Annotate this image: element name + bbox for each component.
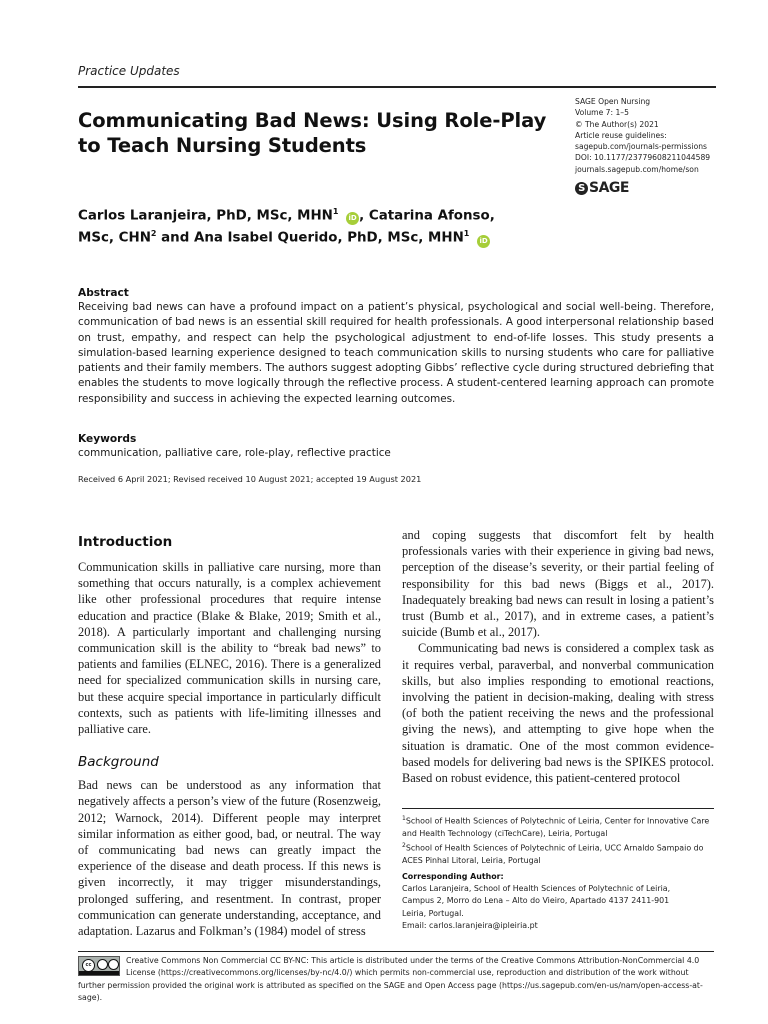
footnote-divider	[402, 808, 714, 809]
background-paragraph: Bad news can be understood as any information that negatively affects a person’s view of the future (Rosenzweig, 2012; Warnock, 2014). Different people may interpret similar information as either good, bad, or neutral. The way of communicating bad news can greatly impact the experience of the disease and death process. If this news is given incorrectly, it may trigger misunderstandings, prolonged suffering, and resentment. In contrast, proper communication can generate understanding, acceptance, and adaptation. Lazarus and Folkman’s (1984) model of stress	[78, 778, 381, 939]
corresponding-address-line: Leiria, Portugal.	[402, 908, 464, 918]
journal-meta	[575, 96, 710, 175]
cc-by-nc-icon: cc	[78, 956, 120, 976]
author-3: and Ana Isabel Querido, PhD, MSc, MHN	[156, 230, 464, 246]
keywords-section	[78, 432, 714, 461]
section-label: Practice Updates	[78, 64, 180, 78]
journal-link[interactable]: journals.sagepub.com/home/son	[575, 164, 699, 174]
article-title: Communicating Bad News: Using Role-Play to Teach Nursing Students	[78, 109, 547, 157]
reuse-label: Article reuse guidelines:	[575, 130, 667, 140]
background-heading: Background	[78, 754, 159, 771]
article-dates: Received 6 April 2021; Revised received 10 August 2021; accepted 19 August 2021	[78, 474, 422, 484]
corresponding-address-line: Carlos Laranjeira, School of Health Sciences of Polytechnic of Leiria,	[402, 884, 671, 894]
sage-logo	[575, 180, 629, 196]
license-notice	[78, 955, 716, 1005]
license-text: Creative Commons Non Commercial CC BY-NC: This article is distributed under the terms of the Creative Commons Attribution-NonCommercial 4.0 License (https://creativecommons.org/licenses/by-nc/4.0/) which permits non-commercial use, reproduction and distribution of the work without further permission provided the original work is attributed as specified on the SAGE and Open Access page (https://us.sagepub.com/en-us/nam/open-access-at-sage).	[78, 956, 703, 1003]
keywords-text: communication, palliative care, role-play, reflective practice	[78, 447, 391, 459]
corresponding-author-heading: Corresponding Author:	[402, 872, 504, 882]
author-3-affiliation: 1	[463, 229, 470, 239]
affiliation-1: $^1$School of Health Sciences of Polytechnic of Leiria, Center for Innovative Care and Health Technology (ciTechCare), Leiria, Portugal	[402, 815, 710, 838]
keywords-heading: Keywords	[78, 433, 137, 445]
author-1: Carlos Laranjeira, PhD, MSc, MHN	[78, 208, 333, 224]
corresponding-email[interactable]: Email: carlos.laranjeira@ipleiria.pt	[402, 920, 538, 930]
sage-logo-icon: S	[575, 182, 588, 195]
license-divider	[78, 951, 714, 952]
author-2: MSc, CHN	[78, 230, 151, 246]
footnotes	[402, 813, 714, 932]
author-2-prefix: , Catarina Afonso,	[359, 208, 495, 224]
orcid-icon[interactable]: iD	[477, 235, 490, 248]
corresponding-address-line: Campus 2, Morro do Lena – Alto do Vieiro, Apartado 4137 2411-901	[402, 896, 670, 906]
orcid-icon[interactable]: iD	[346, 212, 359, 225]
introduction-paragraph: Communication skills in palliative care nursing, more than something that occurs naturally, is a complex achievement like other professional procedures that require intense education and practice (Blake & Blake, 2019; Smith et al., 2018). A particularly important and challenging nursing communication skill is the ability to “break bad news” to patients and families (ELNEC, 2016). There is a generalized need for specialized communication skills in nursing care, but these acquire special importance in particularly difficult contexts, such as patients with life-limiting illnesses and palliative care.	[78, 560, 381, 737]
author-list	[78, 203, 518, 248]
author-1-affiliation: 1	[332, 207, 339, 216]
author-2-affiliation: 2	[150, 229, 157, 239]
journal-volume: Volume 7: 1–5	[575, 108, 629, 118]
copyright: © The Author(s) 2021	[575, 119, 659, 129]
header-divider	[78, 86, 716, 88]
abstract-heading: Abstract	[78, 287, 129, 299]
affiliation-2: $^2$School of Health Sciences of Polytechnic of Leiria, UCC Arnaldo Sampaio do ACES Pinhal Litoral, Leiria, Portugal	[402, 842, 704, 865]
abstract-section	[78, 286, 714, 407]
reuse-link[interactable]: sagepub.com/journals-permissions	[575, 142, 708, 152]
body-paragraph: and coping suggests that discomfort felt by health professionals varies with their experience in giving bad news, perception of the disease’s severity, or their partial feeling of responsibility for this bad news (Biggs et al., 2017). Inadequately breaking bad news can result in losing a patient’s trust (Bumb et al., 2017), and in extreme cases, a patient’s suicide (Bumb et al., 2017).	[402, 528, 714, 640]
journal-name: SAGE Open Nursing	[575, 97, 651, 106]
sage-logo-text: SAGE	[589, 180, 629, 196]
doi[interactable]: DOI: 10.1177/23779608211044589	[575, 153, 711, 163]
abstract-text: Receiving bad news can have a profound impact on a patient’s physical, psychological and social well-being. Therefore, communication of bad news is an essential skill required for health professionals. A good interpersonal relationship based on trust, empathy, and respect can help the psychological adjustment to end-of-life losses. This study presents a simulation-based learning experience designed to teach communication skills to nursing students who care for palliative patients and their family members. The authors suggest adopting Gibbs’ reflective cycle during structured debriefing that enables the students to move logically through the reflective process. A student-centered learning approach can promote responsibility and success in achieving the expected learning outcomes.	[78, 301, 715, 405]
introduction-heading: Introduction	[78, 534, 173, 550]
left-column	[78, 533, 381, 939]
right-column	[402, 527, 714, 786]
body-paragraph: Communicating bad news is considered a complex task as it requires verbal, paraverbal, and nonverbal communication skills, but also implies responding to emotional reactions, involving the patient in decision-making, dealing with stress (of both the patient receiving the news and the professional giving the news), and attempting to give hope when the situation is dramatic. One of the most common evidence-based models for delivering bad news is the SPIKES protocol. Based on robust evidence, this patient-centered protocol	[402, 641, 714, 786]
